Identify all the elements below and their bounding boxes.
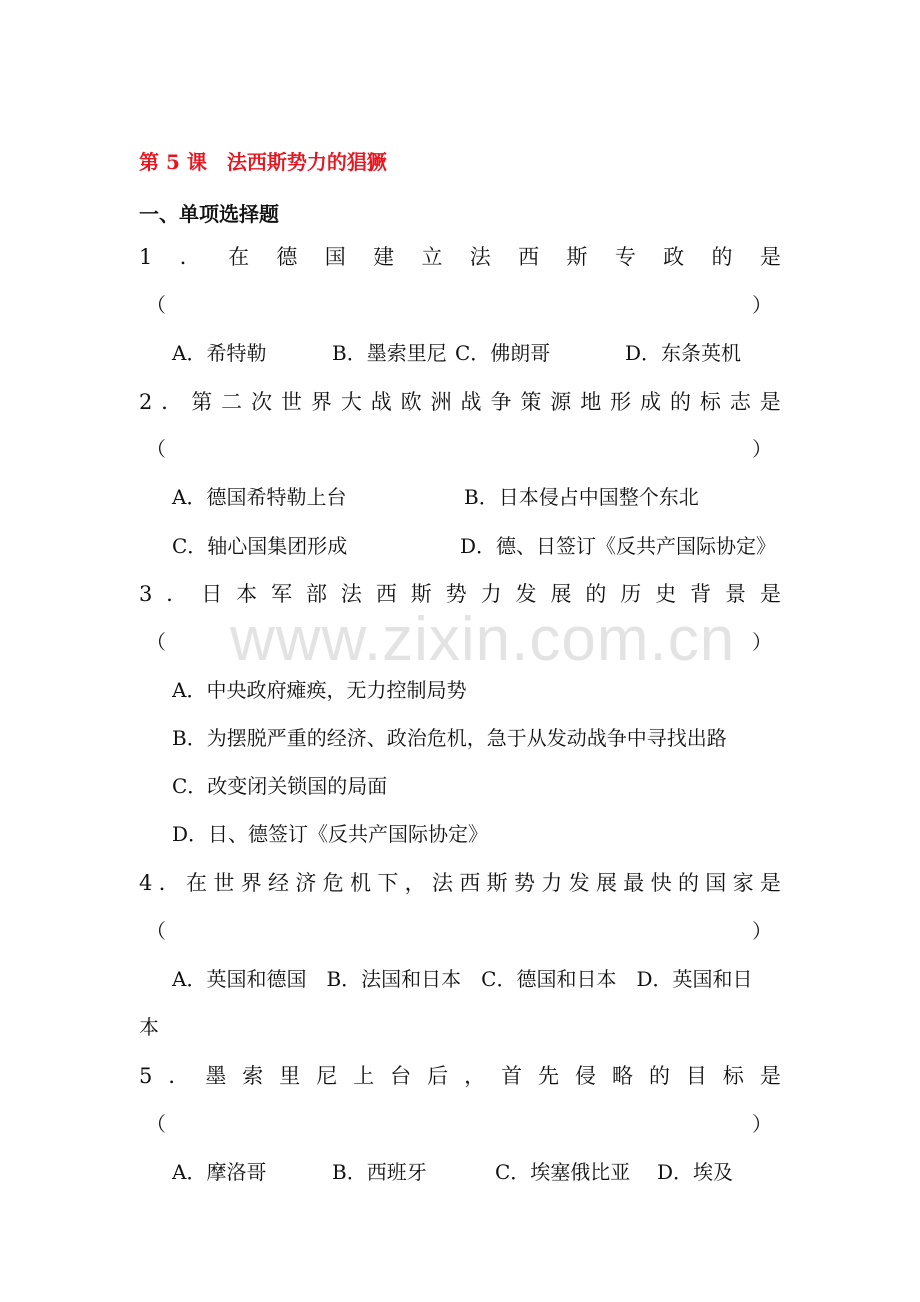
question-3-option-b: B．为摆脱严重的经济、政治危机，急于从发动战争中寻找出路 [172, 726, 727, 750]
question-4-stem [139, 868, 781, 898]
question-2-option-d: D．德、日签订《反共产国际协定》 [460, 534, 777, 558]
stem-char: 是 [759, 582, 781, 606]
stem-char: 世 [213, 871, 235, 895]
stem-char: 成 [640, 390, 662, 414]
stem-char: 法 [469, 245, 491, 269]
question-1-option-d: D．东条英机 [625, 341, 742, 365]
stem-char: 快 [650, 871, 672, 895]
stem-char: 史 [655, 582, 677, 606]
stem-char: 国 [705, 871, 727, 895]
stem-char: 国 [324, 245, 346, 269]
stem-char: 地 [580, 390, 602, 414]
stem-char: 专 [614, 245, 636, 269]
stem-char: 上 [353, 1064, 375, 1088]
stem-char: 略 [611, 1064, 633, 1088]
stem-char: 洲 [430, 390, 452, 414]
stem-char: 墨 [205, 1064, 227, 1088]
stem-char: ． [168, 1064, 190, 1088]
stem-char: 2 [139, 390, 153, 414]
stem-char: 斯 [410, 582, 432, 606]
stem-char: 的 [677, 871, 699, 895]
stem-char: 首 [501, 1064, 523, 1088]
stem-char: 次 [251, 390, 273, 414]
stem-char: 在 [186, 871, 208, 895]
watermark: www.zixin.com.cn [230, 605, 736, 674]
stem-char: ． [161, 390, 183, 414]
paren-open: （ [146, 630, 166, 654]
stem-char: 展 [595, 871, 617, 895]
stem-char: ， [464, 1064, 486, 1088]
stem-char: ． [158, 871, 180, 895]
stem-char: 先 [538, 1064, 560, 1088]
question-1-option-a: A．希特勒 [172, 341, 267, 365]
stem-char: 欧 [400, 390, 422, 414]
stem-char: 是 [759, 245, 781, 269]
stem-char: 建 [373, 245, 395, 269]
stem-char: 势 [513, 871, 535, 895]
stem-char: 本 [236, 582, 258, 606]
question-5-option-c: C．埃塞俄比亚 [495, 1160, 631, 1184]
stem-char: 是 [759, 390, 781, 414]
stem-char: 最 [623, 871, 645, 895]
question-1-stem [139, 242, 781, 272]
stem-char: 标 [722, 1064, 744, 1088]
stem-char: 二 [221, 390, 243, 414]
stem-char: 5 [139, 1064, 153, 1088]
stem-char: 标 [699, 390, 721, 414]
section-heading: 一、单项选择题 [139, 202, 279, 226]
paren-close: ） [752, 919, 772, 943]
stem-char: 立 [421, 245, 443, 269]
stem-char: 台 [390, 1064, 412, 1088]
stem-char: 发 [568, 871, 590, 895]
stem-char: 争 [490, 390, 512, 414]
stem-char: 的 [585, 582, 607, 606]
stem-char: 机 [350, 871, 371, 895]
stem-char: 志 [729, 390, 751, 414]
stem-char: 背 [690, 582, 712, 606]
stem-char: 西 [375, 582, 397, 606]
stem-char: 战 [460, 390, 482, 414]
stem-char: 大 [340, 390, 362, 414]
stem-char: 政 [663, 245, 685, 269]
stem-char: ， [404, 871, 426, 895]
stem-char: 济 [295, 871, 317, 895]
paren-close: ） [752, 630, 772, 654]
lesson-title: 第 5 课 法西斯势力的猖獗 [139, 150, 387, 174]
stem-char: 形 [610, 390, 632, 414]
question-2-option-a: A．德国希特勒上台 [172, 485, 347, 509]
stem-char: 侵 [575, 1064, 596, 1088]
stem-char: 部 [305, 582, 327, 606]
stem-char: 目 [685, 1064, 707, 1088]
stem-char: 是 [759, 871, 781, 895]
stem-char: 势 [445, 582, 467, 606]
question-1-answer-blank [146, 290, 772, 320]
stem-char: 的 [669, 390, 691, 414]
stem-char: 1 [139, 245, 153, 269]
question-5-option-d: D．埃及 [657, 1160, 734, 1184]
stem-char: 发 [515, 582, 537, 606]
stem-char: 策 [520, 390, 542, 414]
question-2-option-b: B．日本侵占中国整个东北 [464, 485, 699, 509]
question-3-answer-blank [146, 627, 772, 657]
question-2-option-c: C．轴心国集团形成 [172, 534, 348, 558]
stem-char: 力 [480, 582, 502, 606]
stem-char: 日 [201, 582, 223, 606]
question-4-answer-blank [146, 916, 772, 946]
stem-char: 斯 [486, 871, 508, 895]
paren-open: （ [146, 919, 166, 943]
question-1-option-b: B．墨索里尼 [332, 341, 447, 365]
stem-char: 尼 [316, 1064, 338, 1088]
stem-char: 德 [276, 245, 298, 269]
stem-char: 力 [541, 871, 563, 895]
stem-char: 是 [759, 1064, 781, 1088]
stem-char: 4 [139, 871, 153, 895]
question-5-option-b: B．西班牙 [332, 1160, 427, 1184]
stem-char: 源 [550, 390, 572, 414]
stem-char: 第 [191, 390, 213, 414]
stem-char: ． [166, 582, 188, 606]
question-3-stem [139, 579, 781, 609]
stem-char: 历 [620, 582, 642, 606]
question-5-stem [139, 1061, 781, 1091]
stem-char: 后 [427, 1064, 449, 1088]
stem-char: 3 [139, 582, 153, 606]
question-4-options-wrap: 本 [139, 1015, 159, 1039]
stem-char: 的 [711, 245, 733, 269]
stem-char: 的 [648, 1064, 670, 1088]
stem-char: 斯 [566, 245, 588, 269]
stem-char: 景 [725, 582, 747, 606]
stem-char: 经 [268, 871, 290, 895]
stem-char: 法 [340, 582, 362, 606]
stem-char: 索 [242, 1064, 264, 1088]
stem-char: 战 [370, 390, 392, 414]
stem-char: 展 [550, 582, 572, 606]
question-1-option-c: C．佛朗哥 [455, 341, 551, 365]
stem-char: 界 [310, 390, 332, 414]
stem-char: 下 [377, 871, 399, 895]
paren-close: ） [752, 293, 772, 317]
question-5-option-a: A．摩洛哥 [172, 1160, 267, 1184]
question-2-stem [139, 387, 781, 417]
question-4-options: A．英国和德国 B．法国和日本 C．德国和日本 D．英国和日 [172, 967, 753, 991]
paren-open: （ [146, 437, 166, 461]
stem-char: 西 [518, 245, 540, 269]
question-5-answer-blank [146, 1109, 772, 1139]
paren-close: ） [752, 1112, 772, 1136]
stem-char: 军 [271, 582, 293, 606]
paren-open: （ [146, 1112, 166, 1136]
question-3-option-d: D．日、德签订《反共产国际协定》 [172, 822, 489, 846]
stem-char: 世 [280, 390, 302, 414]
stem-char: 法 [431, 871, 453, 895]
stem-char: 西 [459, 871, 481, 895]
stem-char: 里 [279, 1064, 301, 1088]
paren-open: （ [146, 293, 166, 317]
question-2-answer-blank [146, 434, 772, 464]
paren-close: ） [752, 437, 772, 461]
stem-char: ． [179, 245, 201, 269]
question-3-option-c: C．改变闭关锁国的局面 [172, 774, 388, 798]
stem-char: 在 [228, 245, 250, 269]
stem-char: 危 [322, 871, 344, 895]
stem-char: 家 [732, 871, 754, 895]
question-3-option-a: A．中央政府瘫痪，无力控制局势 [172, 678, 467, 702]
stem-char: 界 [240, 871, 262, 895]
